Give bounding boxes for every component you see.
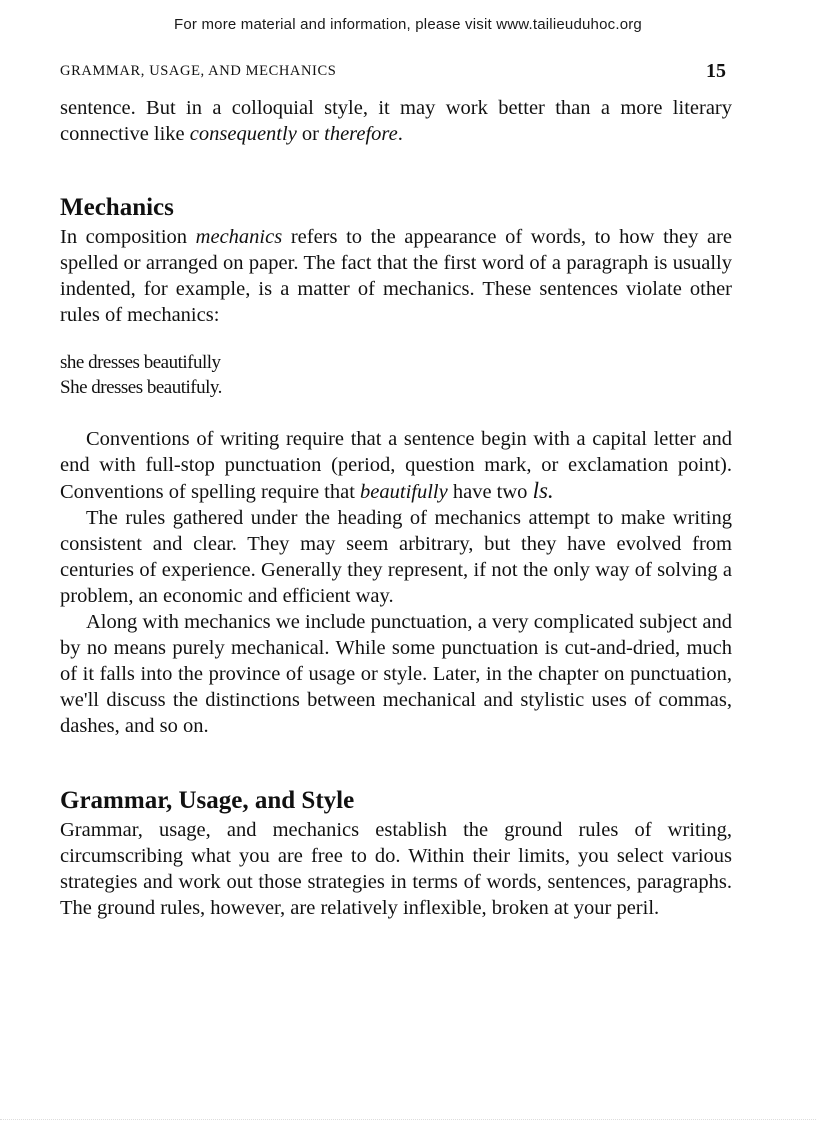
mechanics-p1-text-1: In composition — [60, 226, 196, 248]
example-sentence-1: she dresses beautifully — [60, 352, 221, 373]
example-sentence-2: She dresses beautifuly. — [60, 377, 222, 398]
website-banner: For more material and information, please visit www.tailieuduhoc.org — [174, 16, 642, 33]
mechanics-paragraph-3: The rules gathered under the heading of mechanics attempt to make writing consistent and clear. They may seem arbitrary, but they have evolved from centuries of experience. Generally they represent, if not the only way of solving a problem, an economic and efficient way. — [60, 507, 732, 607]
footer-divider — [0, 1119, 816, 1121]
intro-text-1: sentence. But in a colloquial style, it may work better than a more literary connective like — [60, 97, 732, 145]
mechanics-paragraph-4: Along with mechanics we include punctuation, a very complicated subject and by no means purely mechanical. While some punctuation is cut-and-dried, much of it falls into the province of usage or style. Later, in the chapter on punctuation, we'll discuss the distinctions between mechanical and stylistic uses of commas, dashes, and so on. — [60, 611, 732, 737]
intro-emphasis-therefore: therefore — [324, 123, 398, 145]
mechanics-p2-emphasis-beautifully: beautifully — [360, 481, 448, 503]
page-body — [60, 95, 732, 921]
intro-text-2: or — [296, 123, 325, 145]
mechanics-p1-emphasis: mechanics — [195, 226, 283, 248]
intro-text-3: . — [397, 123, 403, 145]
mechanics-p2-text-1: Conventions of writing require that a sentence begin with a capital letter and end with full-stop punctuation (period, question mark, or exclamation point). Conventions of spelling require that — [60, 428, 732, 503]
mechanics-paragraph-2 — [60, 426, 732, 505]
intro-emphasis-consequently: consequently — [189, 123, 297, 145]
mechanics-p1-text-2: refers to the appearance of words, to how they are spelled or arranged on paper. The fact that the first word of a paragraph is usually indented, for example, is a matter of mechanics. These sentences violate other rules of mechanics: — [60, 226, 733, 326]
running-head — [60, 62, 732, 80]
running-head-title: GRAMMAR, USAGE, AND MECHANICS — [60, 63, 337, 79]
section-heading-mechanics: Mechanics — [60, 194, 174, 221]
mechanics-p2-emphasis-ls: ls. — [532, 478, 554, 503]
section-heading-grammar-usage-style: Grammar, Usage, and Style — [60, 787, 355, 814]
mechanics-paragraph-1 — [60, 224, 732, 328]
intro-paragraph — [60, 95, 732, 147]
mechanics-p2-text-2: have two — [447, 481, 533, 503]
example-sentences — [60, 350, 732, 400]
page-number: 15 — [706, 60, 726, 82]
grammar-usage-style-paragraph: Grammar, usage, and mechanics establish the ground rules of writing, circumscribing what you are free to do. Within their limits, you select various strategies and work out those strategies in terms of words, sentences, paragraphs. The ground rules, however, are relatively inflexible, broken at your peril. — [60, 819, 732, 919]
